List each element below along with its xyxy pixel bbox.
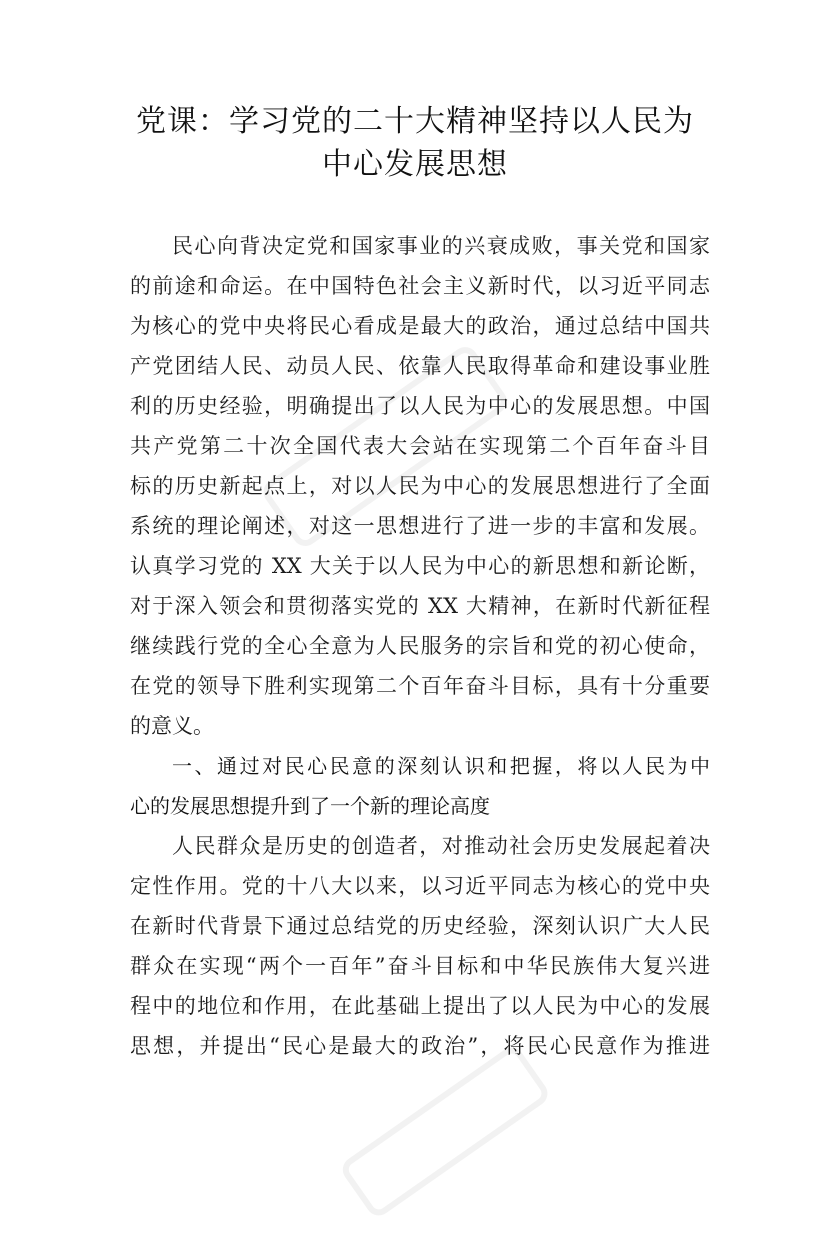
- text-line: 的意义。: [130, 714, 214, 738]
- title-line-2: 中心发展思想: [322, 147, 508, 182]
- text-line: 为核心的党中央将民心看成是最大的政治，通过总结中国共: [130, 314, 710, 338]
- text-line: 定性作用。党的十八大以来，以习近平同志为核心的党中央: [130, 874, 710, 898]
- text-line: 对于深入领会和贯彻落实党的 XX 大精神，在新时代新征程: [130, 594, 710, 618]
- text-line: 系统的理论阐述，对这一思想进行了进一步的丰富和发展。: [130, 514, 710, 538]
- text-line: 产党团结人民、动员人民、依靠人民取得革命和建设事业胜: [130, 354, 710, 378]
- text-line: 群众在实现“两个一百年”奋斗目标和中华民族伟大复兴进: [130, 954, 710, 978]
- watermark-graphic: [332, 1036, 568, 1241]
- page-title: [120, 100, 710, 186]
- text-line: 利的历史经验，明确提出了以人民为中心的发展思想。中国: [130, 394, 710, 418]
- section-heading: [130, 746, 710, 826]
- text-line: 标的历史新起点上，对以人民为中心的发展思想进行了全面: [130, 474, 710, 498]
- text-line: 程中的地位和作用，在此基础上提出了以人民为中心的发展: [130, 994, 710, 1018]
- heading-line: 一、通过对民心民意的深刻认识和把握，将以人民为中: [172, 754, 710, 778]
- text-line: 的前途和命运。在中国特色社会主义新时代，以习近平同志: [130, 274, 710, 298]
- heading-line: 心的发展思想提升到了一个新的理论高度: [130, 794, 490, 818]
- paragraph-section-1: [130, 826, 710, 1066]
- paragraph-intro: [130, 226, 710, 746]
- text-line: 在新时代背景下通过总结党的历史经验，深刻认识广大人民: [130, 914, 710, 938]
- text-line: 人民群众是历史的创造者，对推动社会历史发展起着决: [172, 834, 710, 858]
- text-line: 民心向背决定党和国家事业的兴衰成败，事关党和国家: [172, 234, 710, 258]
- text-line: 在党的领导下胜利实现第二个百年奋斗目标，具有十分重要: [130, 674, 710, 698]
- text-line: 继续践行党的全心全意为人民服务的宗旨和党的初心使命，: [130, 634, 710, 658]
- text-line: 共产党第二十次全国代表大会站在实现第二个百年奋斗目: [130, 434, 710, 458]
- title-line-1: 党课：学习党的二十大精神坚持以人民为: [136, 104, 694, 139]
- text-line: 认真学习党的 XX 大关于以人民为中心的新思想和新论断，: [130, 554, 710, 578]
- text-line: 思想，并提出“民心是最大的政治”，将民心民意作为推进: [130, 1034, 710, 1058]
